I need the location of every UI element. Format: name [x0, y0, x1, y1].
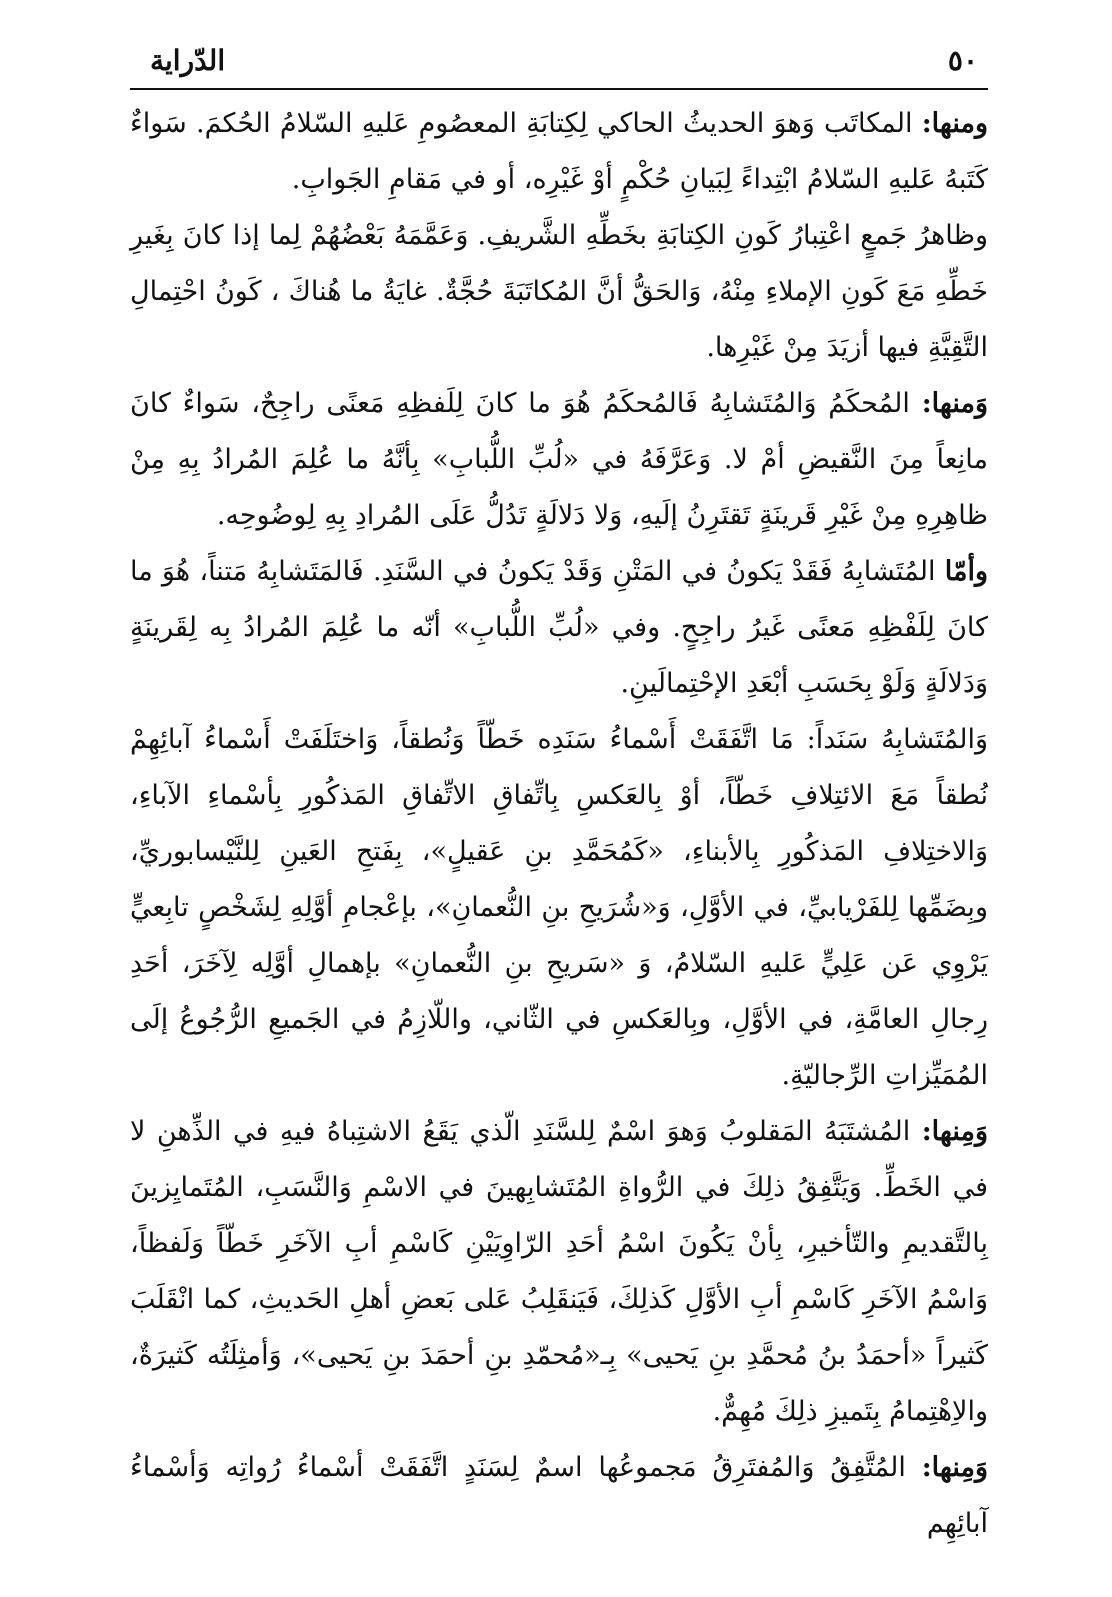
paragraph-text: وَالمُتَشابِهُ سَنَداً: مَا اتَّفَقَتْ أَسْماءُ سَنَدِه خَطّاً وَنُطقاً، وَاختَلَفَتْ أَسْماءُ آبائِهِمْ نُطقاً مَعَ الائتِلافِ خَطّاً، أوْ بِالعَكسِ بِاتِّفاقِ الاتِّفاقِ المَذكُورِ بِأسْماءِ الآباءِ، وَالاختِلافِ المَذكُورِ بِالأبناءِ، «كَمُحَمَّدِ بنِ عَقيلٍ»، بِفَتحِ العَينِ لِلنَّيْسابوريِّ، وبِضَمِّها لِلفَرْيابيِّ، في الأوَّلِ، وَ«شُرَيحِ بنِ النُّعمانِ»، بإعْجامِ أوَّلِهِ لِشَخْصٍ تابِعيٍّ يَرْوِي عَن عَلِيٍّ عَليهِ السّلامُ، وَ «سَريحِ بنِ النُّعمانِ» بإهمالِ أوَّلِه لِآخَرَ، أحَدِ رِجالِ العامَّةِ، في الأوَّلِ، وبِالعَكسِ في الثّاني، واللّازِمُ في الجَميعِ الرُّجُوعُ إلَى المُمَيِّزاتِ الرِّجاليّةِ. [130, 724, 988, 1091]
paragraph-mutashabih-sanad [130, 712, 988, 1104]
paragraph-muhkam [130, 376, 988, 544]
paragraph-text: المكاتَب وَهوَ الحديثُ الحاكي لِكِتابَةِ المعصُومِ عَليهِ السّلامُ الحُكمَ. سَواءٌ كَتَبهُ عَليهِ السّلامُ ابْتِداءً لِبَيانِ حُكْمٍ أوْ غَيْرِه، أو في مَقامِ الجَوابِ. [130, 108, 988, 195]
paragraph-handwriting [130, 208, 988, 376]
paragraph-muttafiq [130, 1440, 988, 1552]
paragraph-lead: ومنها: [921, 108, 988, 139]
page-header [130, 40, 988, 90]
paragraph-lead: وأمّا [944, 556, 988, 587]
paragraph-mukatab [130, 96, 988, 208]
page-body [130, 96, 988, 1552]
running-title: الدّراية [150, 44, 226, 77]
paragraph-lead: وَمِنها: [921, 1116, 988, 1147]
paragraph-text: وظاهرُ جَمعٍ اعْتِبارُ كَونِ الكِتابَةِ بخَطِّهِ الشَّريفِ. وَعَمَّمَهُ بَعْضُهُمْ لِما إذا كانَ بِغَيرِ خَطِّهِ مَعَ كَونِ الإملاءِ مِنْهُ، وَالحَقُّ أنَّ المُكاتَبَةَ حُجَّةٌ. غايَةُ ما هُناكَ ، كَونُ احْتِمالِ التَّقِيَّةِ فيها أزيَدَ مِنْ غَيْرِها. [130, 220, 988, 363]
paragraph-lead: وَمنها: [921, 388, 988, 419]
paragraph-mutashabih [130, 544, 988, 712]
paragraph-text: المُتَشابِهُ فَقَدْ يَكونُ في المَتْنِ وَقَدْ يَكونُ في السَّنَدِ. فَالمَتَشابِهُ مَتناً، هُوَ ما كانَ لِلَفْظِهِ مَعنًى غَيرُ راجِحٍ. وفي «لُبِّ اللُّبابِ» أنّه ما عُلِمَ المُرادُ بِه لِقَرينَةٍ وَدَلالَةٍ وَلَوْ بِحَسَبِ أبْعَدِ الإحْتِمالَينِ. [130, 556, 988, 699]
paragraph-text: المُشتَبَهُ المَقلوبُ وَهوَ اسْمٌ لِلسَّنَدِ الّذي يَقَعُ الاشتِباهُ فيهِ في الذِّهنِ لا في الخَطِّ. وَيَتَّفِقُ ذلِكَ في الرُّواةِ المُتَشابِهينَ في الاسْمِ وَالنَّسَبِ، المُتَمايِزينَ بِالتَّقديمِ والتّأخيرِ، بِأنْ يَكُونَ اسْمُ أحَدِ الرّاوِيَيْنِ كَاسْمِ أبِ الآخَرِ خَطّاً وَلَفظاً، وَاسْمُ الآخَرِ كَاسْمِ أبِ الأوَّلِ كَذلِكَ، فَيَنقَلِبُ عَلى بَعضِ أهلِ الحَديثِ، كما انْقَلَبَ كَثيراً «أحمَدُ بنُ مُحمَّدِ بنِ يَحيى» بِـ«مُحمّدِ بنِ أحمَدَ بنِ يَحيى»، وَأمثِلَتُه كَثيرَةٌ، والاِهْتِمامُ بِتَميزِ ذلِكَ مُهِمٌّ. [130, 1116, 988, 1427]
paragraph-maqlub [130, 1104, 988, 1440]
page-number: ٥٠ [947, 44, 978, 77]
paragraph-text: المُحكَمُ وَالمُتَشابِهُ فَالمُحكَمُ هُوَ ما كانَ لِلَفظِهِ مَعنًى راجِحٌ، سَواءٌ كانَ مانِعاً مِنَ النَّقيضِ أمْ لا. وَعَرَّفَهُ في «لُبِّ اللُّبابِ» بِأنَّهُ ما عُلِمَ المُرادُ بِهِ مِنْ ظاهِرِهِ مِنْ غَيْرِ قَرينَةٍ تَقتَرِنُ إلَيهِ، وَلا دَلالَةٍ تَدُلُّ عَلَى المُرادِ بِهِ لِوضُوحِه. [130, 388, 988, 531]
paragraph-text: المُتَّفِقُ وَالمُفتَرِقُ مَجموعُها اسمٌ لِسَنَدٍ اتَّفَقَتْ أسْماءُ رُواتِه وَأسْماءُ آبائِهِم [130, 1452, 988, 1539]
paragraph-lead: وَمِنها: [921, 1452, 988, 1483]
